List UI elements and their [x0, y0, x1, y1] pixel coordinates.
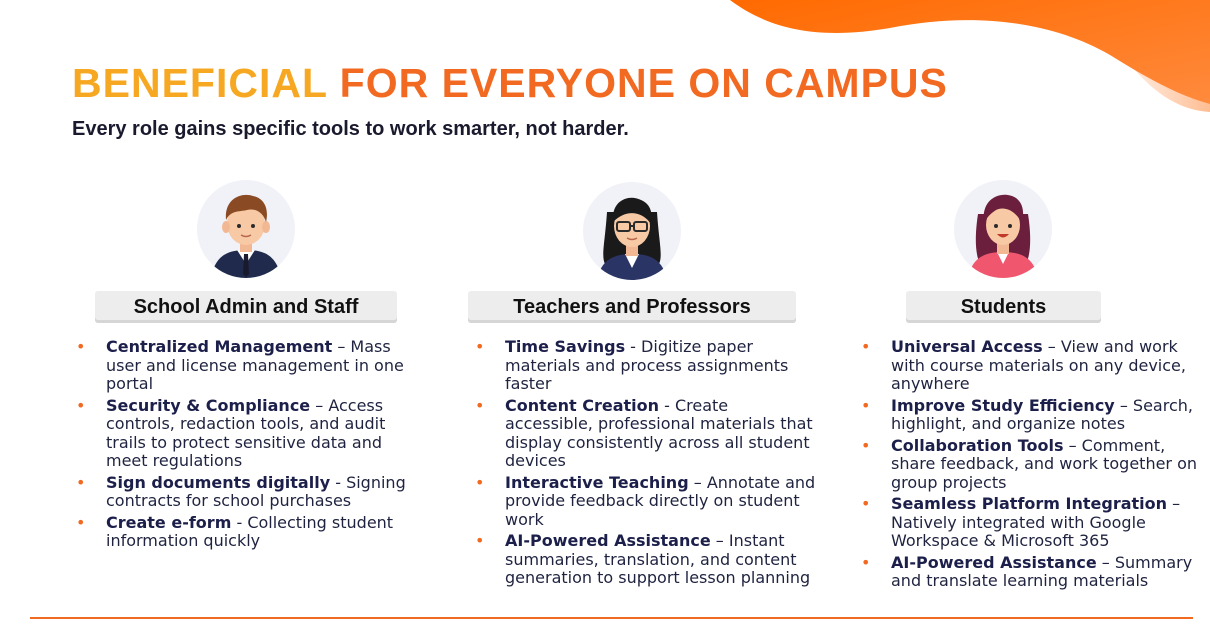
list-item: • Content Creation - Create accessible, professional materials that display consistently across all student devices	[475, 397, 820, 471]
list-item: • Interactive Teaching – Annotate and provide feedback directly on student work	[475, 474, 820, 530]
student-avatar-icon	[954, 180, 1052, 278]
bottom-divider	[30, 617, 1193, 619]
benefit-title: Improve Study Efficiency	[891, 395, 1115, 415]
benefit-text: Signing contracts for school purchases	[106, 472, 406, 510]
list-item: • Security & Compliance – Access controls, redaction tools, and audit trails to protect sensitive data and meet regulations	[76, 397, 421, 471]
admin-benefits-list	[76, 338, 421, 554]
benefit-title: Collaboration Tools	[891, 435, 1064, 455]
teachers-benefits-list	[475, 338, 820, 591]
list-item: • Collaboration Tools – Comment, share feedback, and work together on group projects	[861, 437, 1201, 493]
benefit-text: Access controls, redaction tools, and audit trails to protect sensitive data and meet regulations	[106, 395, 386, 470]
list-item: • AI-Powered Assistance – Instant summaries, translation, and content generation to support lesson planning	[475, 532, 820, 588]
benefit-text: Digitize paper materials and process assignments faster	[505, 337, 789, 393]
benefit-text: Instant summaries, translation, and content generation to support lesson planning	[505, 531, 811, 587]
benefit-text: Collecting student information quickly	[106, 512, 394, 550]
page-subtitle: Every role gains specific tools to work smarter, not harder.	[72, 118, 629, 140]
list-item: • Create e-form - Collecting student information quickly	[76, 514, 421, 551]
benefit-title: Interactive Teaching	[505, 472, 689, 492]
page-title	[72, 60, 948, 107]
role-label-students: Students	[906, 291, 1101, 323]
benefit-text: Search, highlight, and organize notes	[891, 395, 1193, 433]
list-item: • Time Savings - Digitize paper materials and process assignments faster	[475, 338, 820, 394]
list-item: • Centralized Management – Mass user and license management in one portal	[76, 338, 421, 394]
benefit-title: AI-Powered Assistance	[505, 531, 711, 550]
admin-avatar-icon	[197, 180, 295, 278]
benefit-text: View and work with course materials on any device, anywhere	[891, 337, 1186, 393]
role-label-admin: School Admin and Staff	[95, 291, 397, 323]
benefit-text: Comment, share feedback, and work together on group projects	[891, 435, 1198, 492]
teacher-avatar-icon	[583, 182, 681, 280]
benefit-text: Create accessible, professional materials that display consistently across all student devices	[505, 395, 813, 470]
benefit-title: Create e-form	[106, 512, 232, 532]
benefit-title: Seamless Platform Integration	[891, 494, 1168, 513]
benefit-title: Security & Compliance	[106, 395, 311, 415]
benefit-text: Summary and translate learning materials	[891, 552, 1193, 590]
list-item: • AI-Powered Assistance – Summary and translate learning materials	[861, 554, 1201, 591]
role-label-teachers: Teachers and Professors	[468, 291, 796, 323]
list-item: • Improve Study Efficiency – Search, highlight, and organize notes	[861, 397, 1201, 434]
benefit-title: Centralized Management	[106, 337, 333, 356]
benefit-text: Annotate and provide feedback directly on student work	[505, 472, 816, 529]
benefit-title: Content Creation	[505, 395, 660, 415]
students-benefits-list	[861, 338, 1201, 594]
list-item: • Sign documents digitally - Signing contracts for school purchases	[76, 474, 421, 511]
list-item: • Universal Access – View and work with course materials on any device, anywhere	[861, 338, 1201, 394]
benefit-title: AI-Powered Assistance	[891, 552, 1097, 572]
benefit-text: Natively integrated with Google Workspace & Microsoft 365	[891, 512, 1146, 550]
title-rest: FOR EVERYONE ON CAMPUS	[339, 60, 948, 106]
benefit-title: Universal Access	[891, 337, 1043, 356]
list-item: • Seamless Platform Integration – Natively integrated with Google Workspace & Microsoft 365	[861, 495, 1201, 551]
title-highlight: BENEFICIAL	[72, 60, 328, 106]
benefit-text: Mass user and license management in one portal	[106, 337, 404, 393]
benefit-title: Time Savings	[505, 337, 626, 356]
benefit-title: Sign documents digitally	[106, 472, 331, 492]
